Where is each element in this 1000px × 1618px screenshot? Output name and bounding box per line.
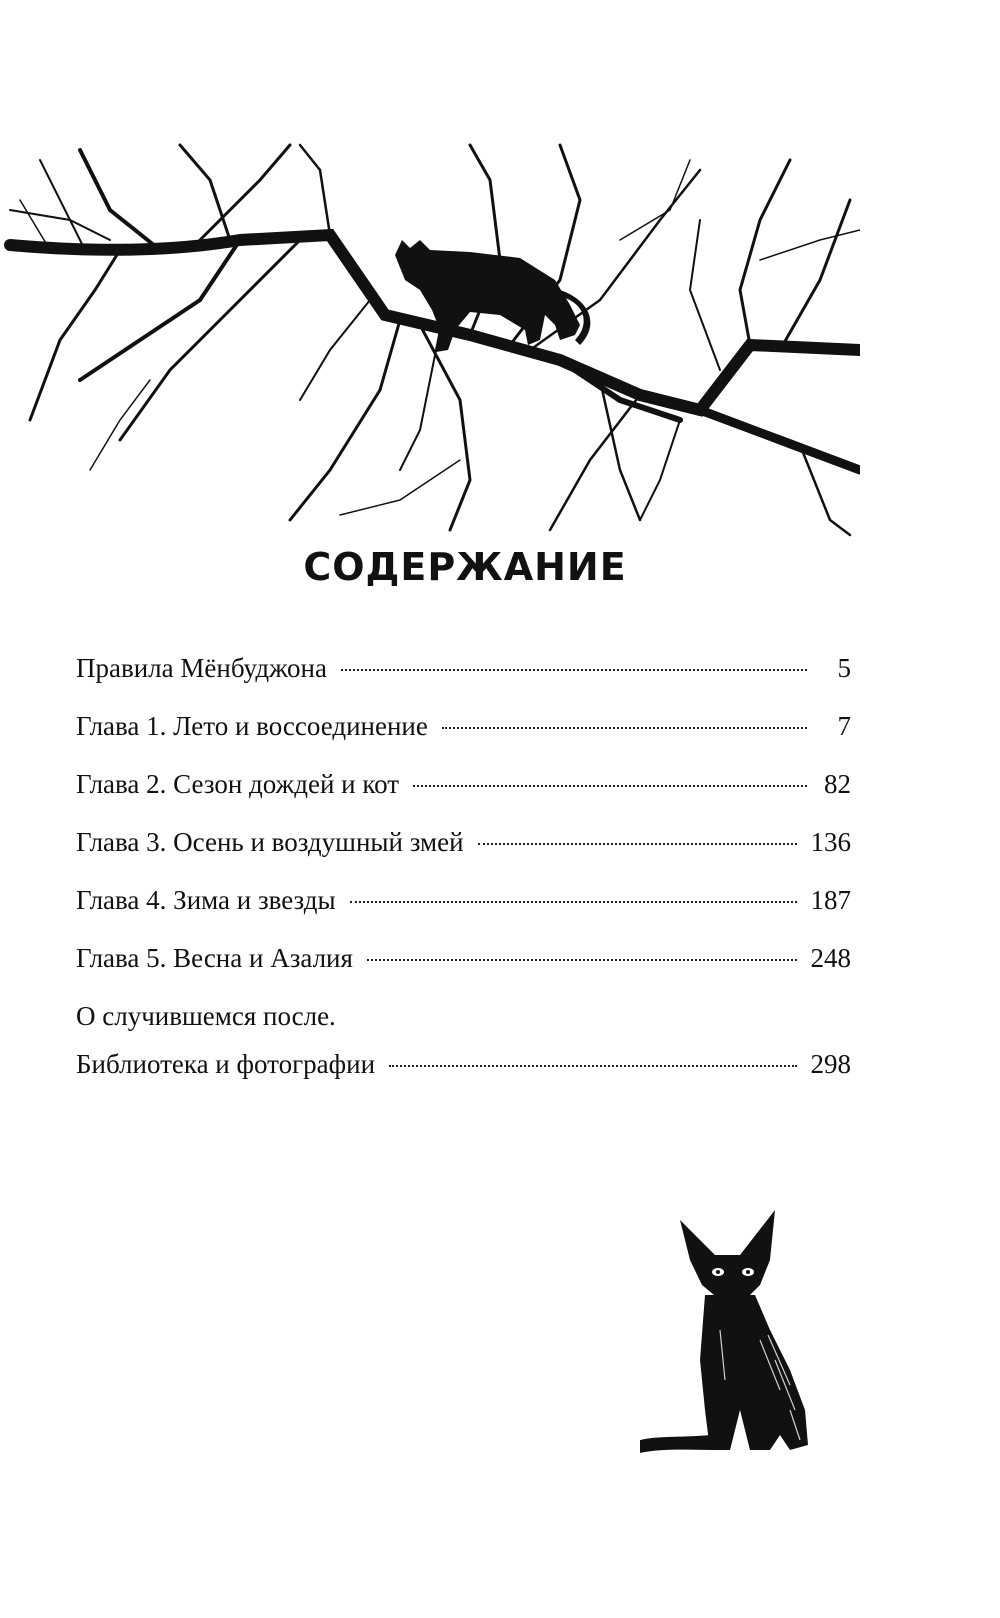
toc-dot-leader [413,784,807,787]
table-of-contents-heading: СОДЕРЖАНИЕ [303,545,627,589]
toc-entry-title: Глава 2. Сезон дождей и кот [76,769,400,799]
toc-entry-page: 187 [810,885,851,915]
toc-dot-leader [442,726,807,729]
toc-entry [76,768,851,826]
toc-entry-title-line2: Библиотека и фотографии [76,1049,376,1079]
toc-entry-title: Глава 4. Зима и звезды [76,885,336,915]
toc-entry [76,710,851,768]
toc-entry-title: Глава 5. Весна и Азалия [76,943,353,973]
toc-dot-leader [350,900,797,903]
toc-dot-leader [478,842,797,845]
toc-entry-page: 5 [837,653,851,683]
tree-branches-cat-illustration [0,140,860,540]
table-of-contents [76,652,851,1100]
toc-entry [76,884,851,942]
toc-entry-title: Правила Мёнбуджона [76,653,327,683]
toc-dot-leader [341,668,807,671]
sitting-black-cat-illustration [640,1210,860,1470]
toc-entry [76,826,851,884]
toc-dot-leader [389,1064,796,1067]
toc-entry-page: 298 [810,1049,851,1079]
toc-entry [76,1000,851,1100]
toc-entry-title-line1: О случившемся после. [76,1001,336,1031]
toc-entry-page: 136 [810,827,851,857]
toc-entry [76,652,851,710]
toc-entry [76,942,851,1000]
toc-entry-page: 248 [810,943,851,973]
toc-entry-page: 7 [837,711,851,741]
toc-entry-title: Глава 1. Лето и воссоединение [76,711,428,741]
toc-dot-leader [367,958,797,961]
toc-entry-page: 82 [824,769,851,799]
toc-entry-title: Глава 3. Осень и воздушный змей [76,827,464,857]
